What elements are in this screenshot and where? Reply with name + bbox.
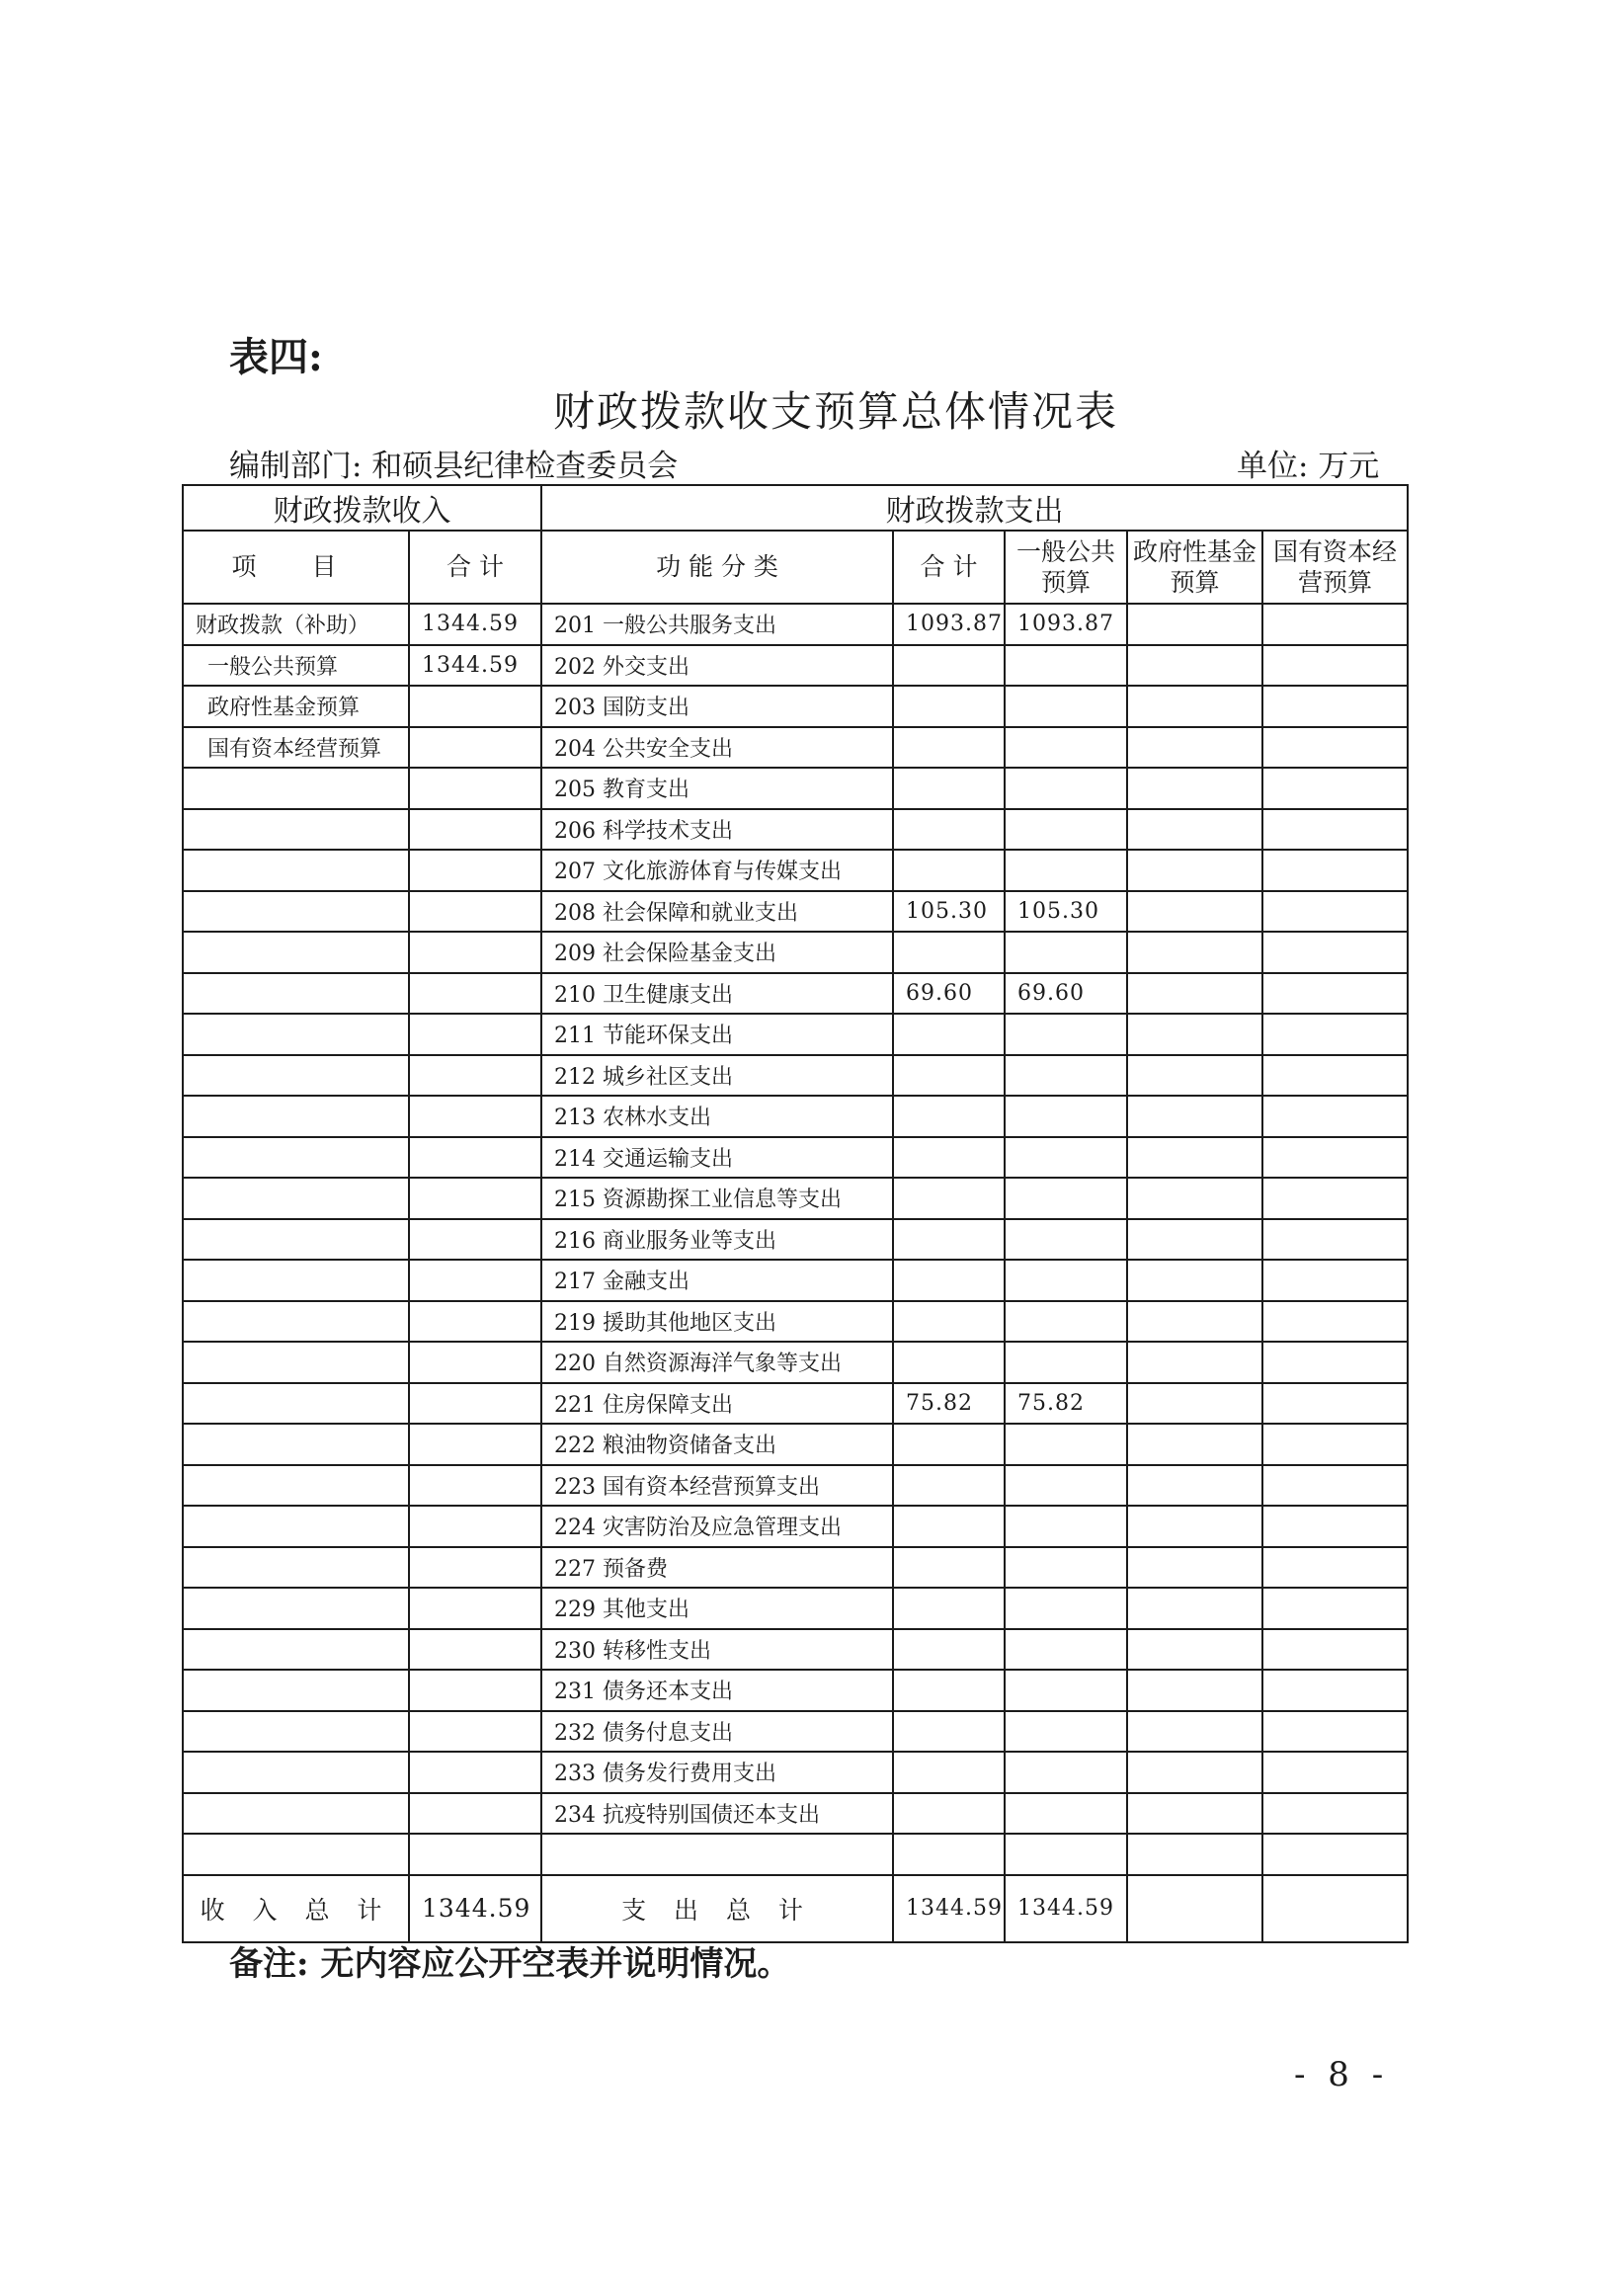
expense-total-cell [893, 1096, 1005, 1137]
state-capital-budget-cell [1262, 1219, 1408, 1261]
income-total-cell [409, 1260, 541, 1301]
income-item-cell [183, 1547, 409, 1589]
fund-budget-cell [1127, 973, 1262, 1015]
fund-budget-cell [1127, 768, 1262, 809]
fund-budget-cell [1127, 1055, 1262, 1097]
state-capital-budget-cell [1262, 932, 1408, 973]
expense-total-cell [893, 932, 1005, 973]
fund-budget-column-header: 政府性基金预算 [1127, 531, 1262, 604]
state-capital-budget-cell [1262, 1752, 1408, 1793]
general-budget-cell [1005, 1301, 1127, 1343]
income-total-cell [409, 1219, 541, 1261]
income-item-cell [183, 1834, 409, 1875]
general-budget-cell [1005, 1588, 1127, 1629]
category-cell: 219 援助其他地区支出 [541, 1301, 893, 1343]
category-column-header: 功 能 分 类 [541, 531, 893, 604]
category-cell: 216 商业服务业等支出 [541, 1219, 893, 1261]
table-row [183, 768, 1408, 809]
fund-budget-cell [1127, 1014, 1262, 1055]
fund-budget-cell [1127, 1711, 1262, 1753]
table-row [183, 891, 1408, 933]
table-row [183, 1055, 1408, 1097]
category-cell: 233 债务发行费用支出 [541, 1752, 893, 1793]
income-total-cell [409, 768, 541, 809]
page-title: 财政拨款收支预算总体情况表 [552, 387, 1118, 436]
income-total-cell [409, 686, 541, 727]
income-total-cell: 1344.59 [409, 645, 541, 687]
expense-total-value: 1344.59 [893, 1875, 1005, 1942]
general-budget-cell [1005, 1670, 1127, 1711]
table-row [183, 1219, 1408, 1261]
income-item-cell [183, 1383, 409, 1425]
category-cell: 217 金融支出 [541, 1260, 893, 1301]
state-capital-budget-cell [1262, 1178, 1408, 1219]
category-cell [541, 1834, 893, 1875]
table-row [183, 1465, 1408, 1507]
expense-total-cell: 75.82 [893, 1383, 1005, 1425]
table-row [183, 932, 1408, 973]
state-capital-budget-cell [1262, 727, 1408, 769]
state-capital-budget-cell [1262, 850, 1408, 891]
income-item-cell: 政府性基金预算 [183, 686, 409, 727]
income-total-cell: 1344.59 [409, 604, 541, 645]
general-total-value: 1344.59 [1005, 1875, 1127, 1942]
state-capital-budget-cell [1262, 1506, 1408, 1547]
state-capital-budget-column-header: 国有资本经营预算 [1262, 531, 1408, 604]
category-cell: 212 城乡社区支出 [541, 1055, 893, 1097]
general-budget-cell [1005, 1424, 1127, 1465]
income-total-cell [409, 973, 541, 1015]
state-capital-budget-cell [1262, 768, 1408, 809]
table-row [183, 1752, 1408, 1793]
category-cell: 234 抗疫特别国债还本支出 [541, 1793, 893, 1835]
general-budget-cell [1005, 1014, 1127, 1055]
category-cell: 209 社会保险基金支出 [541, 932, 893, 973]
income-total-cell [409, 1465, 541, 1507]
income-total-column-header: 合 计 [409, 531, 541, 604]
table-row [183, 1137, 1408, 1179]
expense-total-cell [893, 1301, 1005, 1343]
fund-budget-cell [1127, 604, 1262, 645]
category-cell: 208 社会保障和就业支出 [541, 891, 893, 933]
general-budget-cell [1005, 1752, 1127, 1793]
state-capital-budget-cell [1262, 1424, 1408, 1465]
remark-note: 备注: 无内容应公开空表并说明情况。 [229, 1944, 791, 1984]
fund-budget-cell [1127, 1178, 1262, 1219]
fund-budget-cell [1127, 1793, 1262, 1835]
state-capital-budget-cell [1262, 1260, 1408, 1301]
income-total-cell [409, 1096, 541, 1137]
general-budget-cell [1005, 1096, 1127, 1137]
category-cell: 207 文化旅游体育与传媒支出 [541, 850, 893, 891]
income-total-cell [409, 1670, 541, 1711]
fund-budget-cell [1127, 1588, 1262, 1629]
state-capital-budget-cell [1262, 1096, 1408, 1137]
general-budget-cell [1005, 1178, 1127, 1219]
general-budget-cell [1005, 1219, 1127, 1261]
income-item-cell [183, 1424, 409, 1465]
income-item-cell [183, 1014, 409, 1055]
income-group-header: 财政拨款收入 [183, 485, 541, 531]
expense-total-cell [893, 1506, 1005, 1547]
fund-budget-cell [1127, 1834, 1262, 1875]
income-total-cell [409, 1547, 541, 1589]
general-budget-cell [1005, 1342, 1127, 1383]
income-item-cell [183, 1506, 409, 1547]
fund-budget-cell [1127, 1465, 1262, 1507]
income-total-cell [409, 1793, 541, 1835]
category-cell: 214 交通运输支出 [541, 1137, 893, 1179]
general-budget-cell [1005, 1711, 1127, 1753]
fund-budget-cell [1127, 1301, 1262, 1343]
income-item-cell [183, 1137, 409, 1179]
income-total-cell [409, 1055, 541, 1097]
fund-budget-cell [1127, 645, 1262, 687]
general-budget-cell [1005, 1260, 1127, 1301]
expense-total-cell [893, 1178, 1005, 1219]
income-total-cell [409, 850, 541, 891]
income-total-cell [409, 1424, 541, 1465]
income-total-cell [409, 1588, 541, 1629]
state-capital-budget-cell [1262, 1834, 1408, 1875]
expense-group-header: 财政拨款支出 [541, 485, 1408, 531]
income-item-cell [183, 1711, 409, 1753]
state-capital-budget-cell [1262, 809, 1408, 851]
income-item-cell: 财政拨款（补助） [183, 604, 409, 645]
unit-label: 单位: 万元 [1237, 449, 1380, 484]
income-item-cell [183, 768, 409, 809]
category-cell: 213 农林水支出 [541, 1096, 893, 1137]
table-row [183, 1506, 1408, 1547]
state-capital-total-value [1262, 1875, 1408, 1942]
fund-total-value [1127, 1875, 1262, 1942]
state-capital-budget-cell [1262, 1301, 1408, 1343]
table-row [183, 1629, 1408, 1671]
expense-total-cell [893, 645, 1005, 687]
expense-total-cell [893, 1342, 1005, 1383]
table-row [183, 1301, 1408, 1343]
general-budget-cell: 105.30 [1005, 891, 1127, 933]
fund-budget-cell [1127, 1670, 1262, 1711]
table-row [183, 1588, 1408, 1629]
income-item-cell [183, 1301, 409, 1343]
income-total-cell [409, 809, 541, 851]
income-total-cell [409, 1137, 541, 1179]
state-capital-budget-cell [1262, 1465, 1408, 1507]
expense-total-cell [893, 1055, 1005, 1097]
income-item-cell [183, 1670, 409, 1711]
general-budget-cell [1005, 727, 1127, 769]
category-cell: 215 资源勘探工业信息等支出 [541, 1178, 893, 1219]
expense-total-cell [893, 1588, 1005, 1629]
expense-total-cell [893, 1629, 1005, 1671]
income-total-cell [409, 1752, 541, 1793]
table-row [183, 604, 1408, 645]
general-budget-cell [1005, 1834, 1127, 1875]
state-capital-budget-cell [1262, 1588, 1408, 1629]
general-budget-column-header: 一般公共预算 [1005, 531, 1127, 604]
income-item-cell [183, 1752, 409, 1793]
income-item-cell [183, 850, 409, 891]
income-item-cell [183, 1629, 409, 1671]
income-total-cell [409, 1342, 541, 1383]
fund-budget-cell [1127, 891, 1262, 933]
category-cell: 204 公共安全支出 [541, 727, 893, 769]
table-row [183, 1547, 1408, 1589]
category-cell: 201 一般公共服务支出 [541, 604, 893, 645]
fund-budget-cell [1127, 1137, 1262, 1179]
table-row [183, 973, 1408, 1015]
general-budget-cell: 69.60 [1005, 973, 1127, 1015]
state-capital-budget-cell [1262, 686, 1408, 727]
fund-budget-cell [1127, 1383, 1262, 1425]
income-item-cell [183, 1260, 409, 1301]
category-cell: 205 教育支出 [541, 768, 893, 809]
fund-budget-cell [1127, 1629, 1262, 1671]
income-item-cell [183, 1465, 409, 1507]
fund-budget-cell [1127, 1547, 1262, 1589]
expense-total-cell [893, 1670, 1005, 1711]
general-budget-cell [1005, 1629, 1127, 1671]
budget-table [182, 484, 1409, 1943]
expense-total-label: 支 出 总 计 [541, 1875, 893, 1942]
table-label: 表四: [229, 334, 323, 380]
fund-budget-cell [1127, 850, 1262, 891]
table-row [183, 1834, 1408, 1875]
state-capital-budget-cell [1262, 973, 1408, 1015]
table-row [183, 850, 1408, 891]
category-cell: 203 国防支出 [541, 686, 893, 727]
category-cell: 222 粮油物资储备支出 [541, 1424, 893, 1465]
category-cell: 231 债务还本支出 [541, 1670, 893, 1711]
fund-budget-cell [1127, 932, 1262, 973]
income-item-cell [183, 1588, 409, 1629]
table-row [183, 1260, 1408, 1301]
expense-total-cell [893, 1752, 1005, 1793]
income-total-cell [409, 932, 541, 973]
expense-total-cell [893, 1014, 1005, 1055]
fund-budget-cell [1127, 1506, 1262, 1547]
expense-total-cell: 1093.87 [893, 604, 1005, 645]
general-budget-cell [1005, 768, 1127, 809]
totals-row [183, 1875, 1408, 1942]
income-total-cell [409, 1383, 541, 1425]
table-row [183, 686, 1408, 727]
income-total-cell [409, 1711, 541, 1753]
category-cell: 232 债务付息支出 [541, 1711, 893, 1753]
general-budget-cell [1005, 932, 1127, 973]
expense-total-cell [893, 1465, 1005, 1507]
expense-total-cell [893, 1137, 1005, 1179]
table-row [183, 1014, 1408, 1055]
fund-budget-cell [1127, 809, 1262, 851]
fund-budget-cell [1127, 1096, 1262, 1137]
expense-total-cell: 69.60 [893, 973, 1005, 1015]
general-budget-cell [1005, 1137, 1127, 1179]
general-budget-cell [1005, 1465, 1127, 1507]
expense-total-cell [893, 809, 1005, 851]
state-capital-budget-cell [1262, 604, 1408, 645]
income-total-cell [409, 891, 541, 933]
income-item-cell [183, 1055, 409, 1097]
income-item-cell [183, 891, 409, 933]
category-cell: 224 灾害防治及应急管理支出 [541, 1506, 893, 1547]
category-cell: 210 卫生健康支出 [541, 973, 893, 1015]
income-total-cell [409, 1629, 541, 1671]
table-body [183, 604, 1408, 1875]
fund-budget-cell [1127, 1752, 1262, 1793]
state-capital-budget-cell [1262, 1711, 1408, 1753]
expense-total-cell [893, 1793, 1005, 1835]
income-item-cell [183, 1793, 409, 1835]
income-total-value: 1344.59 [409, 1875, 541, 1942]
expense-total-cell [893, 850, 1005, 891]
income-total-cell [409, 1834, 541, 1875]
general-budget-cell [1005, 1547, 1127, 1589]
state-capital-budget-cell [1262, 1137, 1408, 1179]
page-number: - 8 - [1294, 2055, 1390, 2094]
income-item-cell [183, 973, 409, 1015]
general-budget-cell [1005, 1793, 1127, 1835]
general-budget-cell [1005, 809, 1127, 851]
income-item-cell [183, 1178, 409, 1219]
fund-budget-cell [1127, 686, 1262, 727]
state-capital-budget-cell [1262, 1793, 1408, 1835]
category-cell: 211 节能环保支出 [541, 1014, 893, 1055]
expense-total-column-header: 合 计 [893, 531, 1005, 604]
expense-total-cell [893, 1711, 1005, 1753]
income-total-label: 收 入 总 计 [183, 1875, 409, 1942]
general-budget-cell [1005, 686, 1127, 727]
category-cell: 229 其他支出 [541, 1588, 893, 1629]
fund-budget-cell [1127, 1260, 1262, 1301]
item-column-header: 项 目 [183, 531, 409, 604]
state-capital-budget-cell [1262, 1055, 1408, 1097]
table-row [183, 1383, 1408, 1425]
state-capital-budget-cell [1262, 891, 1408, 933]
state-capital-budget-cell [1262, 1014, 1408, 1055]
fund-budget-cell [1127, 727, 1262, 769]
general-budget-cell: 75.82 [1005, 1383, 1127, 1425]
income-item-cell [183, 1219, 409, 1261]
category-cell: 220 自然资源海洋气象等支出 [541, 1342, 893, 1383]
table-row [183, 1670, 1408, 1711]
expense-total-cell [893, 1834, 1005, 1875]
table-row [183, 809, 1408, 851]
expense-total-cell [893, 686, 1005, 727]
state-capital-budget-cell [1262, 1383, 1408, 1425]
table-row [183, 1342, 1408, 1383]
expense-total-cell [893, 727, 1005, 769]
fund-budget-cell [1127, 1424, 1262, 1465]
category-cell: 223 国有资本经营预算支出 [541, 1465, 893, 1507]
general-budget-cell: 1093.87 [1005, 604, 1127, 645]
general-budget-cell [1005, 1506, 1127, 1547]
expense-total-cell [893, 1424, 1005, 1465]
expense-total-cell [893, 1547, 1005, 1589]
table-row [183, 727, 1408, 769]
fund-budget-cell [1127, 1342, 1262, 1383]
category-cell: 202 外交支出 [541, 645, 893, 687]
table-row [183, 1424, 1408, 1465]
income-total-cell [409, 727, 541, 769]
general-budget-cell [1005, 1055, 1127, 1097]
expense-total-cell [893, 1260, 1005, 1301]
state-capital-budget-cell [1262, 1670, 1408, 1711]
state-capital-budget-cell [1262, 645, 1408, 687]
table-row [183, 1096, 1408, 1137]
category-cell: 221 住房保障支出 [541, 1383, 893, 1425]
category-cell: 227 预备费 [541, 1547, 893, 1589]
expense-total-cell [893, 1219, 1005, 1261]
income-item-cell [183, 809, 409, 851]
income-item-cell [183, 932, 409, 973]
state-capital-budget-cell [1262, 1547, 1408, 1589]
department-label: 编制部门: 和硕县纪律检查委员会 [229, 449, 679, 484]
income-item-cell: 一般公共预算 [183, 645, 409, 687]
expense-total-cell: 105.30 [893, 891, 1005, 933]
general-budget-cell [1005, 645, 1127, 687]
category-cell: 230 转移性支出 [541, 1629, 893, 1671]
income-total-cell [409, 1178, 541, 1219]
table-row [183, 1178, 1408, 1219]
expense-total-cell [893, 768, 1005, 809]
category-cell: 206 科学技术支出 [541, 809, 893, 851]
income-total-cell [409, 1014, 541, 1055]
fund-budget-cell [1127, 1219, 1262, 1261]
income-total-cell [409, 1301, 541, 1343]
table-row [183, 1793, 1408, 1835]
table-row [183, 1711, 1408, 1753]
income-total-cell [409, 1506, 541, 1547]
general-budget-cell [1005, 850, 1127, 891]
table-row [183, 645, 1408, 687]
state-capital-budget-cell [1262, 1629, 1408, 1671]
income-item-cell [183, 1342, 409, 1383]
state-capital-budget-cell [1262, 1342, 1408, 1383]
income-item-cell [183, 1096, 409, 1137]
income-item-cell: 国有资本经营预算 [183, 727, 409, 769]
